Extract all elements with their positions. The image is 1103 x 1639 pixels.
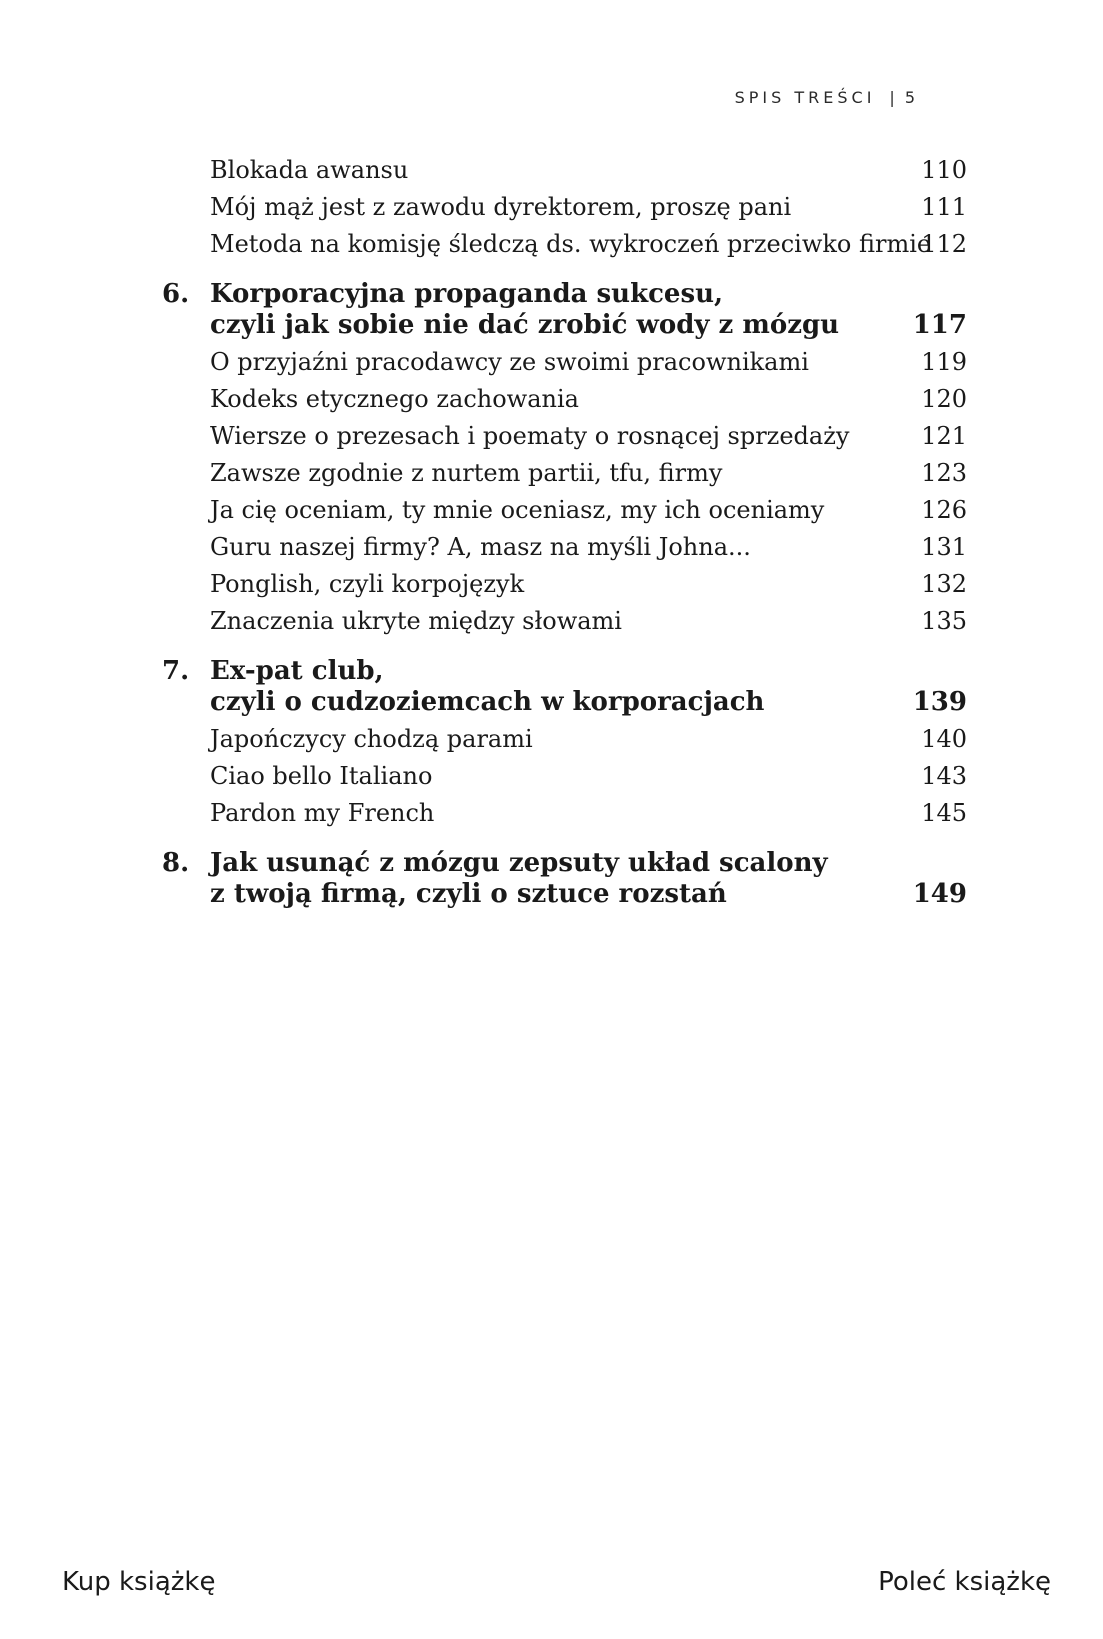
chapter-title-line1: Ex-pat club,	[210, 656, 384, 686]
running-head	[735, 88, 915, 107]
toc-entry-page: 143	[921, 762, 967, 790]
chapter-number: 8.	[162, 848, 190, 878]
toc-entry	[0, 529, 1103, 566]
toc-entry-title: Kodeks etycznego zachowania	[210, 385, 579, 413]
toc-entry-title: Blokada awansu	[210, 156, 409, 184]
toc-entry	[0, 152, 1103, 189]
chapter-title-line1: Korporacyjna propaganda sukcesu,	[210, 279, 724, 309]
toc-entry-page: 132	[921, 570, 967, 598]
chapter-number: 6.	[162, 279, 190, 309]
toc-entry-page: 121	[921, 422, 967, 450]
toc-entry	[0, 492, 1103, 529]
toc-entry	[0, 603, 1103, 640]
toc-entry-page: 123	[921, 459, 967, 487]
toc-entry	[0, 344, 1103, 381]
chapter-title-line2: czyli jak sobie nie dać zrobić wody z mózgu	[210, 310, 840, 340]
toc-entry-title: Guru naszej firmy? A, masz na myśli Johna...	[210, 533, 751, 561]
toc-entry-title: Ja cię oceniam, ty mnie oceniasz, my ich oceniamy	[210, 496, 825, 524]
toc-entry-title: Mój mąż jest z zawodu dyrektorem, proszę pani	[210, 193, 792, 221]
toc-entry-page: 131	[921, 533, 967, 561]
toc-entry-page: 135	[921, 607, 967, 635]
toc-entry-page: 120	[921, 385, 967, 413]
toc-entry-page: 112	[921, 230, 967, 258]
buy-book-link[interactable]: Kup książkę	[62, 1567, 216, 1597]
running-head-separator: |	[889, 88, 895, 107]
recommend-book-link[interactable]: Poleć książkę	[878, 1567, 1051, 1597]
toc-entry-title: Pardon my French	[210, 799, 435, 827]
chapter-title-line2: z twoją firmą, czyli o sztuce rozstań	[210, 879, 727, 909]
table-of-contents	[0, 152, 1103, 910]
toc-entry-title: Japończycy chodzą parami	[210, 725, 533, 753]
toc-entry-title: Ponglish, czyli korpojęzyk	[210, 570, 525, 598]
chapter-6-heading	[0, 279, 1103, 341]
toc-entry-page: 119	[921, 348, 967, 376]
toc-entry-page: 111	[921, 193, 967, 221]
chapter-page: 139	[912, 687, 967, 717]
toc-entry-page: 126	[921, 496, 967, 524]
footer	[0, 1567, 1103, 1607]
toc-entry-title: Zawsze zgodnie z nurtem partii, tfu, firmy	[210, 459, 723, 487]
toc-entry-page: 110	[921, 156, 967, 184]
toc-entry	[0, 721, 1103, 758]
toc-entry-title: Metoda na komisję śledczą ds. wykroczeń przeciwko firmie	[210, 230, 932, 258]
running-head-section: SPIS TREŚCI	[734, 88, 876, 107]
toc-entry	[0, 381, 1103, 418]
chapter-8-heading	[0, 848, 1103, 910]
toc-entry-page: 140	[921, 725, 967, 753]
toc-entry-title: O przyjaźni pracodawcy ze swoimi pracownikami	[210, 348, 809, 376]
chapter-7-entries	[0, 721, 1103, 832]
toc-entry-title: Znaczenia ukryte między słowami	[210, 607, 622, 635]
entries-top	[0, 152, 1103, 263]
toc-entry	[0, 418, 1103, 455]
chapter-6-entries	[0, 344, 1103, 640]
chapter-page: 117	[912, 310, 967, 340]
toc-entry	[0, 189, 1103, 226]
toc-entry	[0, 226, 1103, 263]
toc-entry	[0, 795, 1103, 832]
toc-entry	[0, 566, 1103, 603]
chapter-7-heading	[0, 656, 1103, 718]
chapter-number: 7.	[162, 656, 190, 686]
toc-entry-page: 145	[921, 799, 967, 827]
page-number: 5	[904, 88, 915, 107]
toc-entry-title: Ciao bello Italiano	[210, 762, 433, 790]
chapter-title-line1: Jak usunąć z mózgu zepsuty układ scalony	[210, 848, 828, 878]
toc-entry	[0, 455, 1103, 492]
chapter-page: 149	[912, 879, 967, 909]
toc-entry-title: Wiersze o prezesach i poematy o rosnącej sprzedaży	[210, 422, 850, 450]
toc-entry	[0, 758, 1103, 795]
chapter-title-line2: czyli o cudzoziemcach w korporacjach	[210, 687, 765, 717]
